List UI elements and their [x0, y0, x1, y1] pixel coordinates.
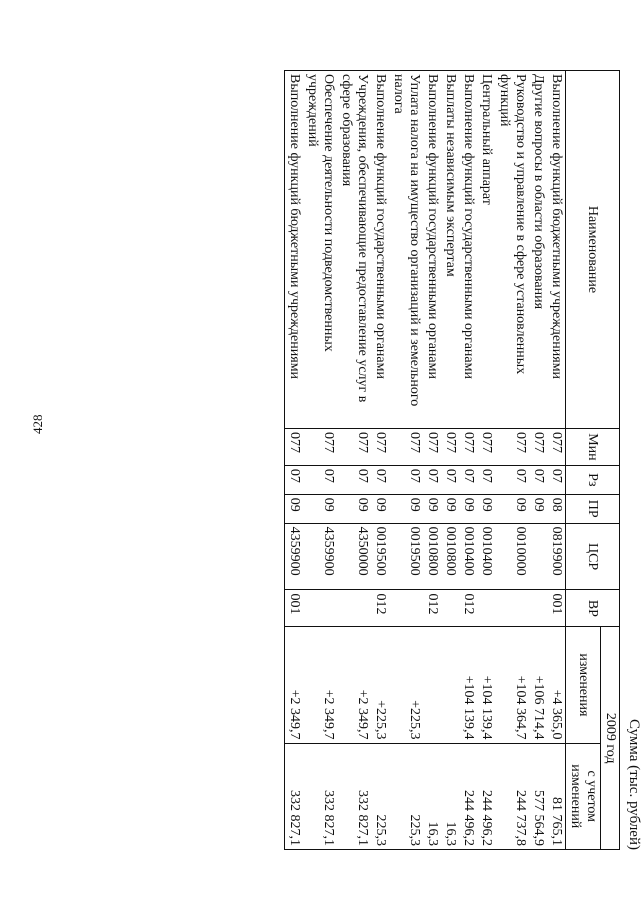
row-vr: [477, 590, 495, 627]
row-min: 077: [423, 428, 441, 465]
row-rz: 07: [371, 465, 389, 494]
row-csr: 0819900: [547, 523, 566, 590]
row-vr: [389, 590, 423, 627]
row-min: 077: [337, 428, 371, 465]
row-csr: 0019500: [389, 523, 423, 590]
header-name: Наименование: [566, 71, 620, 429]
row-total: 225,3: [389, 743, 423, 849]
row-pr: 09: [285, 494, 304, 523]
row-changes: +2 349,7: [337, 627, 371, 743]
row-min: 077: [389, 428, 423, 465]
row-min: 077: [529, 428, 547, 465]
row-vr: 012: [371, 590, 389, 627]
header-vr: ВР: [566, 590, 620, 627]
table-row: [337, 71, 371, 850]
row-rz: 07: [389, 465, 423, 494]
row-vr: [337, 590, 371, 627]
row-pr: 09: [477, 494, 495, 523]
row-pr: 09: [529, 494, 547, 523]
table-row: [285, 71, 304, 850]
row-total: 332 827,1: [303, 743, 337, 849]
table-row: [303, 71, 337, 850]
row-min: 077: [303, 428, 337, 465]
header-pr: ПР: [566, 494, 620, 523]
row-rz: 07: [529, 465, 547, 494]
row-total: 332 827,1: [285, 743, 304, 849]
table-row: [477, 71, 495, 850]
row-pr: 09: [389, 494, 423, 523]
row-name: Выполнение функций государственными органами: [459, 71, 477, 429]
row-rz: 07: [547, 465, 566, 494]
row-total: 81 765,1: [547, 743, 566, 849]
row-name: Выполнение функций государственными органами: [423, 71, 441, 429]
table-row: [529, 71, 547, 850]
table-row: [371, 71, 389, 850]
row-total: 577 564,9: [529, 743, 547, 849]
row-changes: +225,3: [389, 627, 423, 743]
row-csr: 0010000: [495, 523, 529, 590]
table-row: [441, 71, 459, 850]
row-changes: [441, 627, 459, 743]
header-with-changes: с учетом изменений: [566, 743, 601, 849]
row-name: Руководство и управление в сфере установленных функций: [495, 71, 529, 429]
header-year: 2009 год: [601, 627, 620, 850]
row-changes: [423, 627, 441, 743]
row-total: 332 827,1: [337, 743, 371, 849]
row-name: Выполнение функций государственными органами: [371, 71, 389, 429]
row-name: Выполнение функций бюджетными учреждениями: [547, 71, 566, 429]
table-row: [547, 71, 566, 850]
row-changes: +225,3: [371, 627, 389, 743]
row-csr: [529, 523, 547, 590]
row-vr: [495, 590, 529, 627]
row-csr: 0010400: [459, 523, 477, 590]
row-vr: 012: [459, 590, 477, 627]
row-name: Другие вопросы в области образования: [529, 71, 547, 429]
row-rz: 07: [423, 465, 441, 494]
row-csr: 0010400: [477, 523, 495, 590]
row-rz: 07: [285, 465, 304, 494]
row-pr: 08: [547, 494, 566, 523]
row-name: Обеспечение деятельности подведомственных учреждений: [303, 71, 337, 429]
row-pr: 09: [303, 494, 337, 523]
row-rz: 07: [441, 465, 459, 494]
row-changes: +2 349,7: [303, 627, 337, 743]
row-pr: 09: [459, 494, 477, 523]
row-csr: 4359900: [285, 523, 304, 590]
row-rz: 07: [303, 465, 337, 494]
row-name: Выполнение функций бюджетными учреждениями: [285, 71, 304, 429]
row-vr: 001: [285, 590, 304, 627]
row-rz: 07: [477, 465, 495, 494]
row-min: 077: [285, 428, 304, 465]
page-number: 428: [30, 414, 45, 434]
row-rz: 07: [459, 465, 477, 494]
row-total: 244 496,2: [477, 743, 495, 849]
row-csr: 0010800: [441, 523, 459, 590]
row-rz: 07: [495, 465, 529, 494]
table-row: [423, 71, 441, 850]
row-name: Центральный аппарат: [477, 71, 495, 429]
header-changes: изменения: [566, 627, 601, 743]
row-total: 244 496,2: [459, 743, 477, 849]
row-name: Учреждения, обеспечивающие предоставление услуг в сфере образования: [337, 71, 371, 429]
row-changes: +104 139,4: [477, 627, 495, 743]
table-body: [285, 71, 566, 850]
row-pr: 09: [495, 494, 529, 523]
row-total: 244 737,8: [495, 743, 529, 849]
row-min: 077: [371, 428, 389, 465]
row-min: 077: [441, 428, 459, 465]
row-pr: 09: [337, 494, 371, 523]
row-vr: [441, 590, 459, 627]
row-vr: [529, 590, 547, 627]
header-csr: ЦСР: [566, 523, 620, 590]
row-changes: +106 714,4: [529, 627, 547, 743]
row-vr: [303, 590, 337, 627]
budget-table: [284, 70, 620, 850]
row-vr: 012: [423, 590, 441, 627]
row-name: Уплата налога на имущество организаций и земельного налога: [389, 71, 423, 429]
table-row: [389, 71, 423, 850]
row-rz: 07: [337, 465, 371, 494]
header-min: Мин: [566, 428, 620, 465]
row-min: 077: [477, 428, 495, 465]
row-csr: 0010800: [423, 523, 441, 590]
row-min: 077: [547, 428, 566, 465]
row-changes: +2 349,7: [285, 627, 304, 743]
row-pr: 09: [423, 494, 441, 523]
sum-caption: Сумма (тыс. рублей): [626, 718, 642, 850]
row-changes: +4 365,0: [547, 627, 566, 743]
table-row: [459, 71, 477, 850]
row-csr: 4359900: [303, 523, 337, 590]
row-total: 16,3: [423, 743, 441, 849]
header-rz: Рз: [566, 465, 620, 494]
row-name: Выплаты независимым экспертам: [441, 71, 459, 429]
row-changes: +104 364,7: [495, 627, 529, 743]
row-min: 077: [495, 428, 529, 465]
row-pr: 09: [441, 494, 459, 523]
row-pr: 09: [371, 494, 389, 523]
row-vr: 001: [547, 590, 566, 627]
rotated-page: [100, 70, 642, 850]
row-csr: 0019500: [371, 523, 389, 590]
row-total: 225,3: [371, 743, 389, 849]
row-changes: +104 139,4: [459, 627, 477, 743]
row-min: 077: [459, 428, 477, 465]
table-row: [495, 71, 529, 850]
row-total: 16,3: [441, 743, 459, 849]
row-csr: 4350000: [337, 523, 371, 590]
